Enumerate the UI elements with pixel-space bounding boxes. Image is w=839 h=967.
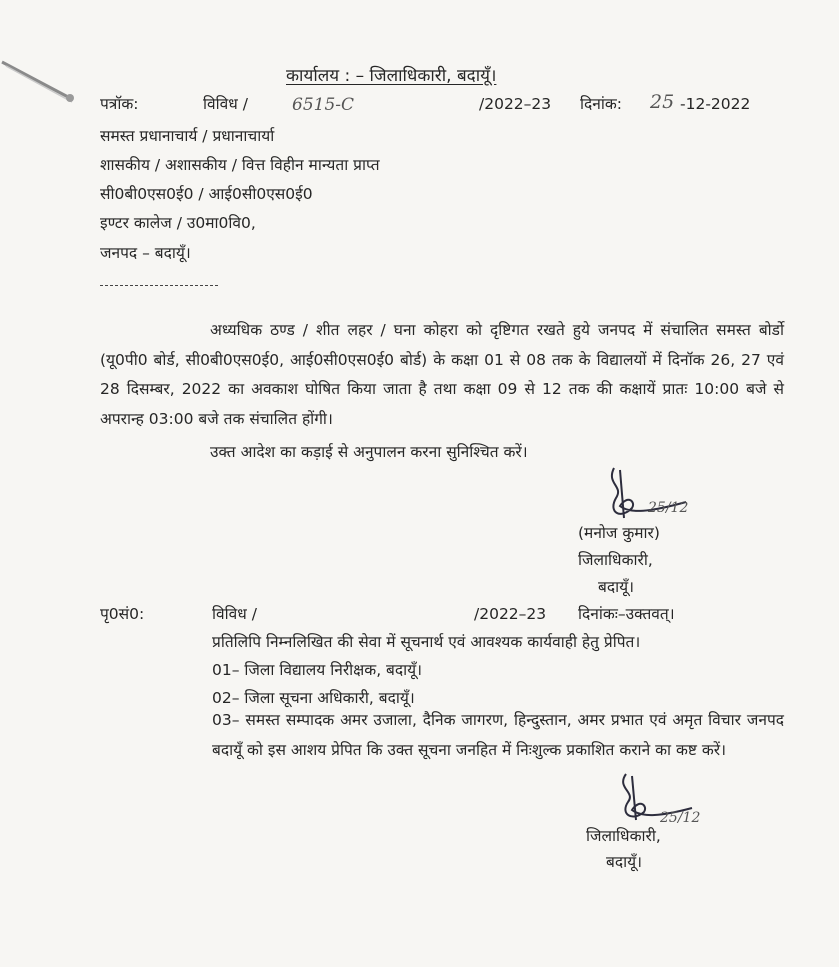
signatory-2-designation: जिलाधिकारी,	[586, 827, 661, 845]
vividh-label: विविध /	[203, 95, 248, 113]
signature-2-date: 25/12	[660, 810, 701, 826]
date-handwritten: 25	[650, 91, 675, 113]
signatory-2-place: बदायूँ।	[606, 853, 642, 871]
copy-item-3: 03– समस्त सम्पादक अमर उजाला, दैनिक जागरण, हिन्दुस्तान, अमर प्रभात एवं अमृत विचार जनपद बदायूँ को इस आशय प्रेपित कि उक्त सूचना जनहित में निःशुल्क प्रकाशित कराने का कष्ट करें।	[212, 711, 784, 759]
signatory-place: बदायूँ।	[598, 578, 634, 596]
recipient-line: सी0बी0एस0ई0 / आई0सी0एस0ई0	[100, 185, 313, 203]
letter-number-handwritten: 6515-C	[292, 95, 355, 115]
date-label: दिनांक:	[580, 95, 622, 113]
patrank-label: पत्रॉक:	[100, 95, 139, 113]
signatory-name: (मनोज कुमार)	[578, 524, 660, 542]
compliance-line: उक्त आदेश का कड़ाई से अनुपालन करना सुनिश्चित करें।	[210, 443, 528, 461]
separator-dashes	[100, 285, 218, 286]
copy-intro: प्रतिलिपि निम्नलिखित की सेवा में सूचनार्थ एवं आवश्यक कार्यवाही हेतु प्रेपित।	[212, 633, 641, 651]
recipient-line: समस्त प्रधानाचार्य / प्रधानाचार्या	[100, 127, 275, 145]
recipient-line: इण्टर कालेज / उ0मा0वि0,	[100, 214, 256, 232]
copy-item: 02– जिला सूचना अधिकारी, बदायूँ।	[212, 689, 415, 707]
signatory-designation: जिलाधिकारी,	[578, 551, 653, 569]
copy-item: 01– जिला विद्यालय निरीक्षक, बदायूँ।	[212, 661, 423, 679]
body-paragraph: अध्यधिक ठण्ड / शीत लहर / घना कोहरा को दृष्टिगत रखते हुये जनपद में संचालित समस्त बोर्डो (यू0पी0 बोर्ड, सी0बी0एस0ई0, आई0सी0एस0ई0 बोर्ड) के कक्षा 01 से 08 तक के विद्यालयों में दिनॉक 26, 27 एवं 28 दिसम्बर, 2022 का अवकाश घोषित किया जाता है तथा कक्षा 09 से 12 तक की कक्षायें प्रातः 10:00 बजे से अपरान्ह 03:00 बजे तक संचालित होंगी।	[100, 321, 784, 428]
signature-1-icon	[590, 462, 720, 530]
date-printed: -12-2022	[680, 95, 751, 113]
copy-year: /2022–23	[474, 605, 547, 623]
letter-year: /2022–23	[479, 95, 552, 113]
copy-ref-label: पृ0सं0:	[100, 605, 145, 623]
pin-icon	[0, 40, 80, 110]
copy-vividh-label: विविध /	[212, 605, 257, 623]
office-title: कार्यालय : – जिलाधिकारी, बदायूँ।	[286, 66, 497, 86]
signature-1-date: 25/12	[648, 500, 689, 516]
copy-date: दिनांकः–उक्तवत्।	[578, 605, 675, 623]
recipient-line: जनपद – बदायूँ।	[100, 244, 191, 262]
recipient-line: शासकीय / अशासकीय / वित्त विहीन मान्यता प्राप्त	[100, 156, 380, 174]
